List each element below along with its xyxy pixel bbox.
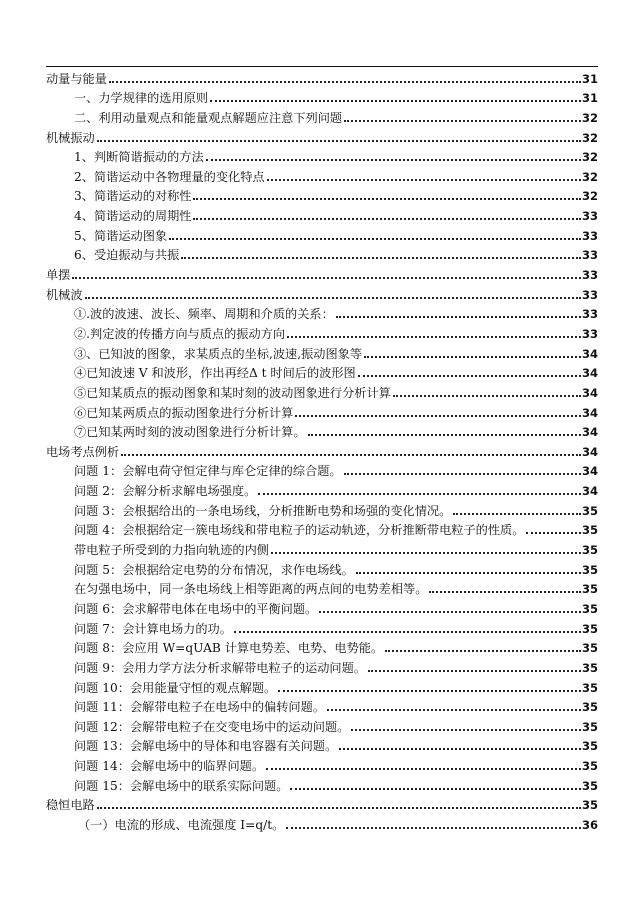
toc-dot-leader xyxy=(169,238,581,240)
toc-entry-page-number: 35 xyxy=(581,739,598,754)
toc-entry-label: 问题 2：会解分析求解电场强度。 xyxy=(74,484,257,499)
toc-dot-leader xyxy=(271,552,581,554)
toc-entry[interactable] xyxy=(46,204,598,224)
toc-entry-page-number: 35 xyxy=(581,719,598,734)
toc-entry[interactable] xyxy=(46,715,598,735)
toc-entry[interactable] xyxy=(46,519,598,539)
toc-dot-leader xyxy=(344,473,581,475)
toc-entry-label: 电场考点例析 xyxy=(46,444,120,459)
toc-entry-page-number: 33 xyxy=(581,268,598,283)
toc-dot-leader xyxy=(72,277,581,279)
toc-dot-leader xyxy=(308,434,581,436)
toc-entry-page-number: 35 xyxy=(581,621,598,636)
toc-entry-page-number: 35 xyxy=(581,641,598,656)
toc-entry[interactable] xyxy=(46,342,598,362)
toc-entry-label: 3、简谐运动的对称性 xyxy=(74,189,192,204)
toc-dot-leader xyxy=(266,768,581,770)
toc-entry-label: 在匀强电场中，同一条电场线上相等距离的两点间的电势差相等。 xyxy=(74,582,428,597)
toc-entry[interactable] xyxy=(46,617,598,637)
toc-dot-leader xyxy=(85,297,581,299)
toc-entry[interactable] xyxy=(46,244,598,264)
toc-entry[interactable] xyxy=(46,362,598,382)
toc-entry[interactable] xyxy=(46,656,598,676)
toc-dot-leader xyxy=(286,827,581,829)
toc-dot-leader xyxy=(121,454,581,456)
toc-dot-leader xyxy=(453,513,581,515)
toc-entry-page-number: 34 xyxy=(581,385,598,400)
toc-entry[interactable] xyxy=(46,67,598,87)
toc-entry-page-number: 33 xyxy=(581,307,598,322)
toc-entry-label: 4、简谐运动的周期性 xyxy=(74,209,192,224)
toc-entry-page-number: 35 xyxy=(581,778,598,793)
toc-dot-leader xyxy=(356,572,581,574)
toc-entry-label: ⑥已知某两质点的振动图象进行分析计算 xyxy=(74,405,294,420)
toc-entry-page-number: 33 xyxy=(581,248,598,263)
toc-entry[interactable] xyxy=(46,676,598,696)
toc-entry-page-number: 31 xyxy=(581,91,598,106)
toc-entry[interactable] xyxy=(46,165,598,185)
toc-dot-leader xyxy=(339,748,581,750)
toc-dot-leader xyxy=(364,356,581,358)
toc-dot-leader xyxy=(368,670,581,672)
toc-entry[interactable] xyxy=(46,794,598,814)
toc-dot-leader xyxy=(210,100,581,102)
toc-entry[interactable] xyxy=(46,87,598,107)
toc-entry-page-number: 33 xyxy=(581,209,598,224)
toc-entry-label: ⑤已知某质点的振动图象和某时刻的波动图象进行分析计算 xyxy=(74,385,391,400)
toc-entry[interactable] xyxy=(46,597,598,617)
toc-entry[interactable] xyxy=(46,754,598,774)
toc-entry-label: 问题 4：会根据给定一簇电场线和带电粒子的运动轨迹，分析推断带电粒子的性质。 xyxy=(74,523,525,538)
toc-entry-page-number: 35 xyxy=(581,582,598,597)
toc-entry[interactable] xyxy=(46,283,598,303)
toc-entry[interactable] xyxy=(46,381,598,401)
toc-dot-leader xyxy=(319,611,581,613)
toc-entry-label: 问题 13：会解电场中的导体和电容器有关问题。 xyxy=(74,739,338,754)
toc-dot-leader xyxy=(287,336,581,338)
toc-entry-page-number: 35 xyxy=(581,543,598,558)
toc-entry-label: 一、力学规律的选用原则 xyxy=(74,91,209,106)
toc-entry-page-number: 32 xyxy=(581,150,598,165)
toc-entry-page-number: 32 xyxy=(581,130,598,145)
toc-entry-label: ②.判定波的传播方向与质点的振动方向 xyxy=(74,326,286,341)
toc-entry[interactable] xyxy=(46,440,598,460)
toc-dot-leader xyxy=(267,179,581,181)
toc-dot-leader xyxy=(234,631,581,633)
toc-entry[interactable] xyxy=(46,813,598,833)
toc-entry[interactable] xyxy=(46,735,598,755)
toc-dot-leader xyxy=(193,218,581,220)
toc-entry-page-number: 32 xyxy=(581,169,598,184)
toc-entry[interactable] xyxy=(46,774,598,794)
toc-entry-label: 5、简谐运动图象 xyxy=(74,228,168,243)
toc-entry[interactable] xyxy=(46,637,598,657)
toc-entry-label: （一）电流的形成、电流强度 I=q/t。 xyxy=(78,817,285,832)
toc-dot-leader xyxy=(526,532,581,534)
toc-entry-label: 问题 6：会求解带电体在电场中的平衡问题。 xyxy=(74,601,318,616)
toc-entry[interactable] xyxy=(46,224,598,244)
toc-entry[interactable] xyxy=(46,421,598,441)
toc-entry-label: 问题 9：会用力学方法分析求解带电粒子的运动问题。 xyxy=(74,660,366,675)
toc-entry-label: 二、利用动量观点和能量观点解题应注意下列问题 xyxy=(74,110,343,125)
toc-entry[interactable] xyxy=(46,460,598,480)
toc-entry-label: 问题 14：会解电场中的临界问题。 xyxy=(74,759,265,774)
toc-entry-page-number: 35 xyxy=(581,562,598,577)
toc-entry-label: 问题 8：会应用 W=qUAB 计算电势差、电势、电势能。 xyxy=(74,641,384,656)
toc-entry-page-number: 33 xyxy=(581,326,598,341)
toc-dot-leader xyxy=(295,415,581,417)
toc-dot-leader xyxy=(393,395,581,397)
toc-entry[interactable] xyxy=(46,106,598,126)
toc-entry-page-number: 34 xyxy=(581,346,598,361)
toc-entry-page-number: 32 xyxy=(581,110,598,125)
toc-entry-page-number: 33 xyxy=(581,228,598,243)
toc-entry-page-number: 34 xyxy=(581,405,598,420)
toc-entry-label: 问题 1：会解电荷守恒定律与库仑定律的综合题。 xyxy=(74,464,342,479)
toc-dot-leader xyxy=(429,591,581,593)
toc-entry-label: ①.波的波速、波长、频率、周期和介质的关系： xyxy=(74,307,334,322)
toc-entry-label: 问题 15：会解电场中的联系实际问题。 xyxy=(74,778,289,793)
toc-dot-leader xyxy=(327,709,581,711)
toc-entry-label: 机械振动 xyxy=(46,130,95,145)
toc-dot-leader xyxy=(290,788,581,790)
toc-entry[interactable] xyxy=(46,499,598,519)
toc-entry[interactable] xyxy=(46,322,598,342)
toc-entry[interactable] xyxy=(46,479,598,499)
toc-entry-label: 带电粒子所受到的力指向轨迹的内侧 xyxy=(74,543,269,558)
toc-dot-leader xyxy=(97,807,581,809)
toc-entry-page-number: 34 xyxy=(581,425,598,440)
toc-entry[interactable] xyxy=(46,303,598,323)
toc-entry[interactable] xyxy=(46,185,598,205)
toc-dot-leader xyxy=(385,650,581,652)
toc-entry-page-number: 31 xyxy=(581,71,598,86)
toc-entry[interactable] xyxy=(46,263,598,283)
toc-entry-label: 1、判断简谐振动的方法 xyxy=(74,150,204,165)
toc-entry-label: 6、受迫振动与共振 xyxy=(74,248,180,263)
toc-entry-label: 单摆 xyxy=(46,268,71,283)
toc-entry[interactable] xyxy=(46,696,598,716)
toc-dot-leader xyxy=(336,316,581,318)
toc-entry-page-number: 35 xyxy=(581,660,598,675)
toc-dot-leader xyxy=(181,257,581,259)
toc-entry-label: ③、已知波的图象，求某质点的坐标,波速,振动图象等 xyxy=(74,346,363,361)
toc-entry-label: 问题 12：会解带电粒子在交变电场中的运动问题。 xyxy=(74,719,350,734)
toc-entry-label: 动量与能量 xyxy=(46,71,107,86)
toc-entry-page-number: 35 xyxy=(581,759,598,774)
toc-dot-leader xyxy=(258,493,581,495)
toc-entry-label: 问题 3：会根据给出的一条电场线，分析推断电势和场强的变化情况。 xyxy=(74,503,452,518)
toc-entry-label: ⑦已知某两时刻的波动图象进行分析计算。 xyxy=(74,425,306,440)
toc-entry-page-number: 34 xyxy=(581,484,598,499)
toc-entry[interactable] xyxy=(46,126,598,146)
toc-dot-leader xyxy=(193,198,581,200)
toc-entry-label: 问题 5：会根据给定电势的分布情况，求作电场线。 xyxy=(74,562,354,577)
toc-entry[interactable] xyxy=(46,401,598,421)
toc-entry-page-number: 35 xyxy=(581,798,598,813)
toc-dot-leader xyxy=(351,729,581,731)
toc-entry-label: 问题 10：会用能量守恒的观点解题。 xyxy=(74,680,277,695)
toc-entry-label: 2、简谐运动中各物理量的变化特点 xyxy=(74,169,265,184)
toc-dot-leader xyxy=(358,375,581,377)
toc-dot-leader xyxy=(344,120,581,122)
toc-entry[interactable] xyxy=(46,146,598,166)
toc-entry-label: 问题 7：会计算电场力的功。 xyxy=(74,621,232,636)
toc-entry-label: 机械波 xyxy=(46,287,83,302)
toc-entry-page-number: 34 xyxy=(581,444,598,459)
toc-entry-page-number: 35 xyxy=(581,680,598,695)
toc-entry[interactable] xyxy=(46,578,598,598)
toc-entry-page-number: 35 xyxy=(581,601,598,616)
toc-dot-leader xyxy=(109,81,581,83)
toc-entry-page-number: 35 xyxy=(581,523,598,538)
toc-entry-label: 稳恒电路 xyxy=(46,798,95,813)
toc-entry-page-number: 34 xyxy=(581,366,598,381)
toc-entry-page-number: 34 xyxy=(581,464,598,479)
toc-entry-label: ④已知波速 V 和波形，作出再经Δ t 时间后的波形图 xyxy=(74,366,356,381)
toc-entry-page-number: 33 xyxy=(581,287,598,302)
toc-dot-leader xyxy=(278,690,581,692)
toc-entry[interactable] xyxy=(46,538,598,558)
table-of-contents xyxy=(46,67,598,833)
toc-entry-label: 问题 11：会解带电粒子在电场中的偏转问题。 xyxy=(74,700,325,715)
toc-dot-leader xyxy=(97,140,581,142)
toc-entry-page-number: 35 xyxy=(581,503,598,518)
toc-entry-page-number: 36 xyxy=(581,817,598,832)
toc-entry[interactable] xyxy=(46,558,598,578)
toc-dot-leader xyxy=(206,159,581,161)
toc-entry-page-number: 32 xyxy=(581,189,598,204)
toc-entry-page-number: 35 xyxy=(581,700,598,715)
